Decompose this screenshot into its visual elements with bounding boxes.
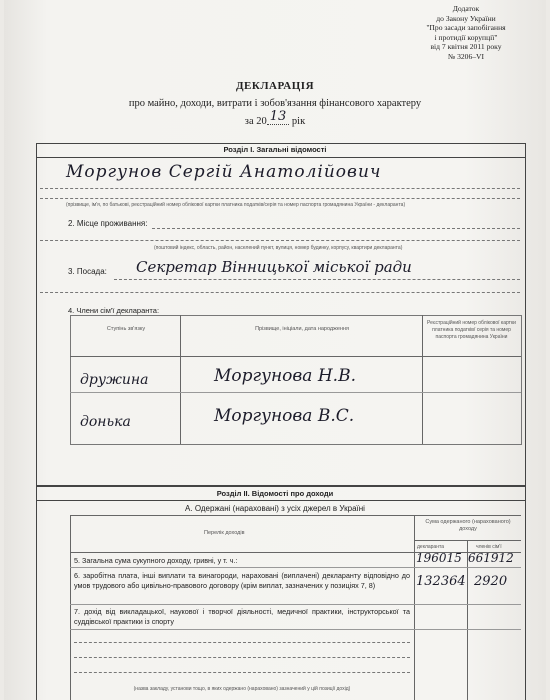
position-line-2 [40, 292, 520, 293]
year-suffix: рік [291, 116, 306, 127]
family-relation: донька [80, 414, 131, 430]
income-row-text: 5. Загальна сума сукупного доходу, гривні, у т. ч.: [74, 556, 238, 565]
fill-line [74, 657, 410, 658]
family-header-name: Прізвище, ініціали, дата народження [255, 326, 349, 332]
residence-label: 2. Місце проживання: [68, 219, 148, 228]
income-row-text: 7. дохід від викладацької, наукової і творчої діяльності, медичної практики, інструкторської та суддівської практики із спорту [74, 607, 410, 626]
declaration-page [4, 0, 546, 700]
residence-caption: (поштовий індекс, область, район, населений пункт, вулиця, номер будинку, корпусу, квартири декларанта) [154, 245, 403, 251]
fill-line [74, 672, 410, 673]
residence-line [152, 228, 520, 229]
name-caption: (прізвище, ім'я, по батькові, реєстраційний номер облікової картки платника податків/серія та номер паспорта громадянина України - декларанта) [66, 202, 406, 208]
family-col-divider [422, 315, 423, 444]
section2-frame [36, 485, 526, 700]
year-line [4, 109, 546, 128]
section2-subtitle: А. Одержані (нараховані) з усіх джерел в Україні [185, 504, 365, 513]
position-label: 3. Посада: [68, 267, 107, 276]
position-value: Секретар Вінницької міської ради [136, 258, 412, 276]
income-row-declarant: 132364 [416, 574, 466, 589]
section1-title: Розділ І. Загальні відомості [223, 145, 327, 154]
name-line-2 [40, 198, 520, 199]
appendix-line: до Закону України [436, 13, 496, 23]
name-line [40, 188, 520, 189]
appendix-block [396, 4, 536, 61]
income-row-divider [70, 604, 521, 605]
residence-line-2 [40, 240, 520, 241]
income-col-declarant: декларанта [417, 544, 444, 550]
income-row-family: 2920 [474, 574, 508, 589]
family-header-tax: Реєстраційний номер облікової картки платника податків/ серія та номер паспорта громадянина України [427, 320, 516, 340]
appendix-line: Додаток [452, 4, 480, 13]
income-row-text: 6. заробітна плата, інші виплати та винагороди, нараховані (виплачені) декларанту відповідно до умов трудового або цивільно-правового договору (крім виплат, зазначених у позиціях 7, 8) [74, 571, 410, 590]
appendix-line: від 7 квітня 2011 року [430, 42, 502, 51]
declarant-name: Моргунов Сергій Анатолійович [66, 162, 382, 182]
income-row-declarant: 196015 [416, 551, 462, 565]
family-col-divider [180, 315, 181, 444]
income-row-family: 661912 [468, 551, 514, 565]
income-table-top [70, 515, 521, 516]
fill-line [74, 642, 410, 643]
section2-title: Розділ ІІ. Відомості про доходи [216, 489, 334, 498]
income-row-divider [70, 629, 521, 630]
page-subtitle: про майно, доходи, витрати і зобов'язання фінансового характеру [128, 98, 422, 109]
family-header-relation: Ступінь зв'язку [106, 326, 146, 332]
income-subheader-divider [414, 540, 521, 541]
family-header-divider [70, 356, 521, 357]
income-footer-caption: (назва закладу, установи тощо, в яких одержано (нараховано) зазначений у цій позиції дохід) [133, 686, 351, 692]
income-col-divider [414, 515, 415, 700]
income-col-amount: Сума одержаного (нарахованого) доходу [425, 519, 511, 532]
appendix-line: і протидії корупції" [434, 32, 498, 42]
family-label: 4. Члени сім'ї декларанта: [68, 306, 160, 315]
page-title: ДЕКЛАРАЦІЯ [235, 80, 315, 92]
income-col-list: Перелік доходів [204, 530, 245, 536]
section1-divider [36, 157, 525, 158]
year-handwritten: 13 [267, 109, 290, 125]
income-row-divider [70, 567, 521, 568]
family-member-name: Моргунова В.С. [214, 406, 355, 426]
family-relation: дружина [80, 372, 149, 388]
section2-divider [36, 500, 525, 501]
family-member-name: Моргунова Н.В. [214, 366, 356, 386]
family-row-divider [70, 392, 521, 393]
position-line [114, 279, 520, 280]
appendix-line: № 3206–VI [447, 51, 485, 61]
income-col-divider [70, 515, 71, 700]
appendix-line: "Про засади запобігання [426, 23, 506, 32]
year-prefix: за 20 [244, 116, 267, 127]
income-col-family: членів сім'ї [476, 544, 502, 550]
